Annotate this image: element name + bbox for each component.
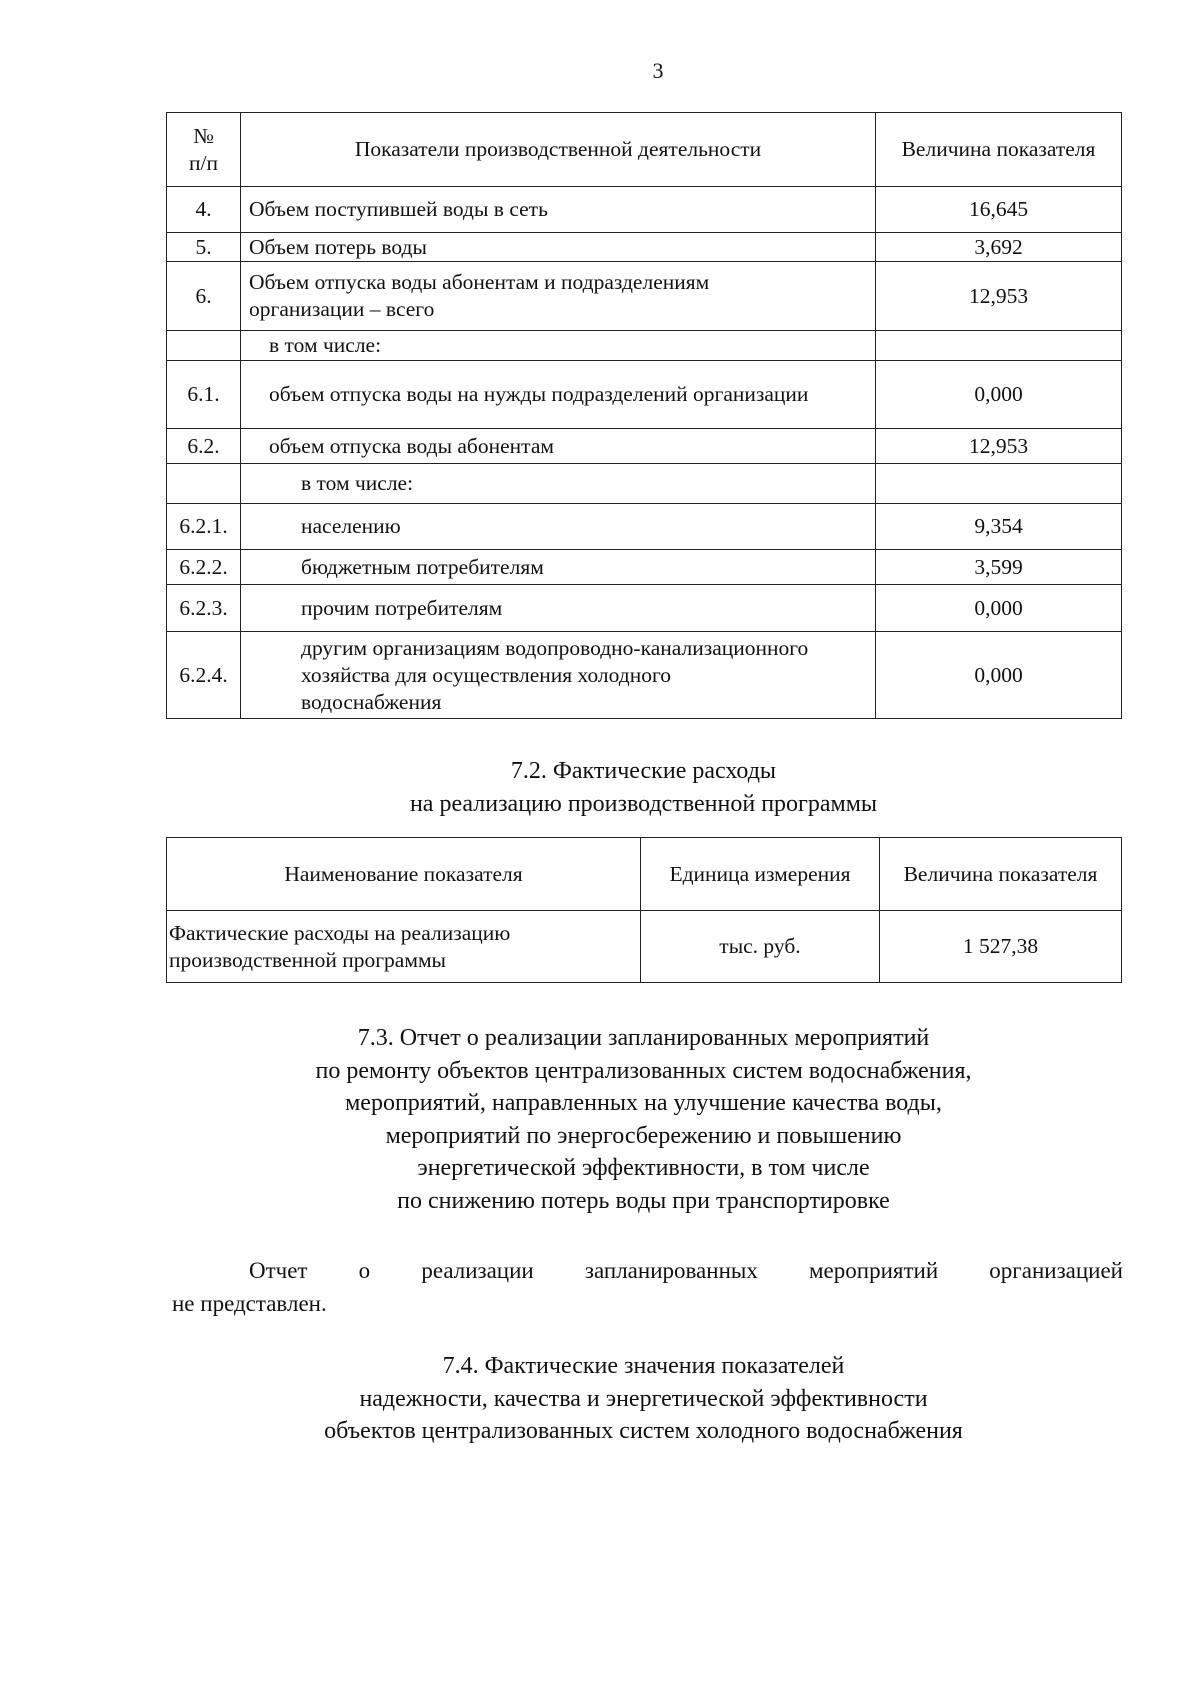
- expenses-table: [166, 837, 1122, 983]
- header-unit: Единица измерения: [641, 838, 880, 911]
- row-label: другим организациям водопроводно-канализационного хозяйства для осуществления холодного водоснабжения: [241, 632, 876, 719]
- row-value: 9,354: [876, 504, 1122, 550]
- row-value: [876, 464, 1122, 504]
- title-line: по ремонту объектов централизованных систем водоснабжения,: [315, 1057, 972, 1084]
- header-name: Наименование показателя: [167, 838, 641, 911]
- table-row: [167, 262, 1122, 331]
- row-label: бюджетным потребителям: [241, 550, 876, 585]
- row-label: Фактические расходы на реализацию производственной программы: [167, 911, 641, 983]
- row-number: 5.: [167, 233, 241, 262]
- title-line: мероприятий, направленных на улучшение качества воды,: [345, 1090, 942, 1116]
- row-label: Объем отпуска воды абонентам и подразделениям организации – всего: [241, 262, 876, 331]
- row-number: 6.: [167, 262, 241, 331]
- paragraph-line: Отчет о реализации запланированных мероприятий организацией: [249, 1258, 1123, 1283]
- row-number: 6.2.1.: [167, 504, 241, 550]
- row-label: Объем потерь воды: [241, 233, 876, 262]
- table-row: [167, 361, 1122, 429]
- row-number: 6.2.4.: [167, 632, 241, 719]
- header-indicator: Показатели производственной деятельности: [241, 113, 876, 187]
- row-number: 6.2.2.: [167, 550, 241, 585]
- table-row: [167, 233, 1122, 262]
- row-value: [876, 331, 1122, 361]
- table-row: [167, 331, 1122, 361]
- table-row: [167, 187, 1122, 233]
- title-line: объектов централизованных систем холодного водоснабжения: [324, 1418, 963, 1444]
- title-line: 7.2. Фактические расходы: [510, 758, 777, 784]
- row-value: 3,599: [876, 550, 1122, 585]
- row-value: 3,692: [876, 233, 1122, 262]
- row-number: 6.1.: [167, 361, 241, 429]
- table-row: [167, 429, 1122, 464]
- report-paragraph: [172, 1254, 1123, 1320]
- section-7-4-title: [166, 1350, 1121, 1448]
- row-label: в том числе:: [241, 331, 876, 361]
- table-row: [167, 911, 1122, 983]
- table-row: [167, 464, 1122, 504]
- production-indicators-table: [166, 112, 1122, 719]
- table-row: [167, 550, 1122, 585]
- table-row: [167, 504, 1122, 550]
- title-line: 7.4. Фактические значения показателей: [442, 1353, 845, 1379]
- row-label: прочим потребителям: [241, 585, 876, 632]
- row-label: объем отпуска воды абонентам: [241, 429, 876, 464]
- section-7-2-title: [166, 755, 1121, 820]
- title-line: надежности, качества и энергетической эффективности: [359, 1385, 928, 1412]
- row-value: 0,000: [876, 632, 1122, 719]
- header-num: № п/п: [167, 113, 241, 187]
- row-value: 0,000: [876, 361, 1122, 429]
- row-value: 0,000: [876, 585, 1122, 632]
- table-row: [167, 585, 1122, 632]
- row-value: 12,953: [876, 262, 1122, 331]
- table-header-row: [167, 113, 1122, 187]
- section-7-3-title: [166, 1022, 1121, 1217]
- title-line: по снижению потерь воды при транспортировке: [397, 1187, 890, 1214]
- row-number: [167, 331, 241, 361]
- row-label: Объем поступившей воды в сеть: [241, 187, 876, 233]
- row-number: 6.2.3.: [167, 585, 241, 632]
- header-value: Величина показателя: [880, 838, 1122, 911]
- row-value: 12,953: [876, 429, 1122, 464]
- row-value: 1 527,38: [880, 911, 1122, 983]
- row-label: населению: [241, 504, 876, 550]
- row-label: в том числе:: [241, 464, 876, 504]
- title-line: энергетической эффективности, в том числе: [417, 1155, 870, 1181]
- row-number: 6.2.: [167, 429, 241, 464]
- table-header-row: [167, 838, 1122, 911]
- row-label: объем отпуска воды на нужды подразделений организации: [241, 361, 876, 429]
- title-line: 7.3. Отчет о реализации запланированных мероприятий: [357, 1025, 930, 1051]
- table-row: [167, 632, 1122, 719]
- title-line: мероприятий по энергосбережению и повышению: [385, 1122, 902, 1149]
- paragraph-line: не представлен.: [172, 1291, 327, 1316]
- header-value: Величина показателя: [876, 113, 1122, 187]
- page-number: 3: [652, 58, 664, 83]
- row-number: [167, 464, 241, 504]
- title-line: на реализацию производственной программы: [409, 790, 878, 817]
- row-unit: тыс. руб.: [641, 911, 880, 983]
- row-value: 16,645: [876, 187, 1122, 233]
- row-number: 4.: [167, 187, 241, 233]
